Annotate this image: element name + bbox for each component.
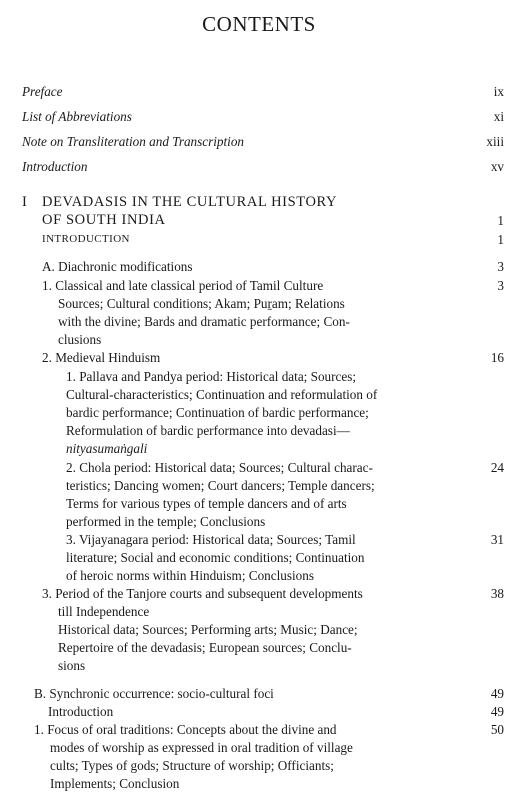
chapter-number: I: [22, 194, 27, 210]
chapter-heading[interactable]: [0, 193, 518, 212]
item-page: 50: [490, 722, 504, 737]
section-b-heading[interactable]: [0, 684, 518, 703]
toc-item-tanjore[interactable]: [0, 584, 518, 603]
item-line: Reformulation of bardic performance into devadasi—: [66, 423, 350, 438]
chapter-heading-line2[interactable]: [0, 211, 518, 230]
chapter-title-line2: OF SOUTH INDIA: [42, 212, 166, 228]
item-page: 38: [490, 586, 504, 601]
item-line: 3. Period of the Tanjore courts and subsequent developments: [42, 586, 363, 601]
chapter-page: 1: [497, 213, 504, 228]
toc-entry-label: Preface: [22, 84, 63, 99]
toc-entry-preface[interactable]: [0, 82, 518, 101]
item-page: 16: [490, 350, 504, 365]
toc-entry-transliteration[interactable]: [0, 132, 518, 151]
item-heading: 2. Medieval Hinduism: [42, 350, 161, 365]
item-line: clusions: [58, 332, 102, 347]
item-line: Repertoire of the devadasis; European sources; Conclu-: [58, 640, 352, 655]
item-line: 3. Vijayanagara period: Historical data; Sources; Tamil: [66, 532, 356, 547]
item-line: sions: [58, 658, 86, 673]
introduction-page: 1: [497, 232, 504, 247]
toc-entry-label: List of Abbreviations: [22, 109, 132, 124]
section-page: 3: [497, 259, 504, 274]
item-line: cults; Types of gods; Structure of worship; Officiants;: [50, 758, 334, 773]
item-line: teristics; Dancing women; Court dancers; Temple dancers;: [66, 478, 375, 493]
toc-entry-page: xiii: [486, 134, 504, 149]
item-page: 31: [490, 532, 504, 547]
section-b-introduction[interactable]: [0, 702, 518, 721]
introduction-page: 49: [490, 704, 504, 719]
toc-entry-introduction[interactable]: [0, 157, 518, 176]
page-title: CONTENTS: [202, 12, 316, 36]
toc-entry-label: Introduction: [22, 159, 88, 174]
item-line: literature; Social and economic conditions; Continuation: [66, 550, 365, 565]
item-line: till Independence: [58, 604, 150, 619]
item-line: nityasumaṅgali: [66, 441, 148, 456]
toc-item-medieval-hinduism[interactable]: [0, 348, 518, 367]
item-line: 1. Classical and late classical period of Tamil Culture: [42, 278, 324, 293]
item-line: 1. Pallava and Pandya period: Historical data; Sources;: [66, 369, 357, 384]
item-line: Historical data; Sources; Performing arts; Music; Dance;: [58, 622, 358, 637]
section-title: B. Synchronic occurrence: socio-cultural foci: [34, 686, 274, 701]
toc-entry-page: ix: [493, 84, 504, 99]
chapter-introduction[interactable]: [0, 230, 518, 249]
item-page: 3: [497, 278, 504, 293]
section-page: 49: [490, 686, 504, 701]
item-line: modes of worship as expressed in oral tradition of village: [50, 740, 353, 755]
item-line: with the divine; Bards and dramatic performance; Con-: [58, 314, 350, 329]
item-line: Terms for various types of temple dancers and of arts: [66, 496, 347, 511]
toc-item-oral-traditions[interactable]: [0, 720, 518, 739]
introduction-label: INTRODUCTION: [42, 233, 130, 245]
toc-item-classical-period[interactable]: [0, 276, 518, 295]
toc-subitem-vijayanagara[interactable]: [0, 530, 518, 549]
toc-subitem-chola[interactable]: [0, 458, 518, 477]
item-line: performed in the temple; Conclusions: [66, 514, 266, 529]
toc-subitem-pallava[interactable]: [0, 367, 518, 386]
item-line: of heroic norms within Hinduism; Conclusions: [66, 568, 314, 583]
toc-entry-page: xi: [493, 109, 504, 124]
section-title: A. Diachronic modifications: [42, 259, 193, 274]
item-line: Implements; Conclusion: [50, 776, 180, 791]
item-line: 2. Chola period: Historical data; Sources; Cultural charac-: [66, 460, 373, 475]
toc-entry-label: Note on Transliteration and Transcription: [22, 134, 245, 149]
toc-entry-abbreviations[interactable]: [0, 107, 518, 126]
introduction-label: Introduction: [48, 704, 114, 719]
section-a-heading[interactable]: [0, 257, 518, 276]
item-page: 24: [490, 460, 504, 475]
chapter-title-line1: DEVADASIS IN THE CULTURAL HISTORY: [42, 194, 338, 210]
item-line: Sources; Cultural conditions; Akam; Puṟam; Relations: [58, 296, 345, 311]
item-line: Cultural-characteristics; Continuation and reformulation of: [66, 387, 378, 402]
item-line: 1. Focus of oral traditions: Concepts about the divine and: [34, 722, 337, 737]
item-line: bardic performance; Continuation of bardic performance;: [66, 405, 369, 420]
toc-entry-page: xv: [490, 159, 504, 174]
